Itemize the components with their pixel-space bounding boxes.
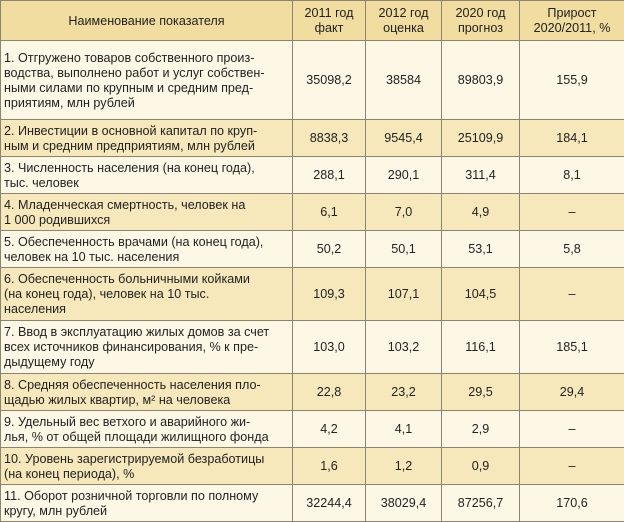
indicator-name-line: водства, выполнено работ и услуг собствен- [4, 66, 265, 80]
indicator-name [1, 448, 293, 485]
header-name [1, 1, 293, 41]
value-2011: 109,3 [293, 268, 366, 321]
value-2011: 1,6 [293, 448, 366, 485]
value-2012: 290,1 [366, 157, 442, 194]
indicator-name-line: ным и средним предприятиям, млн рублей [4, 139, 255, 153]
value-2011: 8838,3 [293, 120, 366, 157]
indicator-name-line: 1. Отгружено товаров собственного произ- [4, 51, 254, 65]
value-2012: 9545,4 [366, 120, 442, 157]
indicator-name [1, 194, 293, 231]
growth-value: 185,1 [520, 321, 624, 374]
indicator-name-line: дыдущему году [4, 355, 95, 369]
value-2020: 89803,9 [442, 41, 520, 120]
indicator-name-line: 1 000 родившихся [4, 213, 110, 227]
value-2011: 50,2 [293, 231, 366, 268]
table-row [1, 41, 624, 120]
value-2020: 25109,9 [442, 120, 520, 157]
growth-value: 170,6 [520, 485, 624, 522]
indicator-name-line: 7. Ввод в эксплуатацию жилых домов за счет [4, 325, 269, 339]
header-name-label: Наименование показателя [68, 14, 224, 28]
indicator-name [1, 41, 293, 120]
indicator-name-line: 6. Обеспеченность больничными койками [4, 272, 250, 286]
indicator-name-line: тыс. человек [4, 176, 79, 190]
indicator-name [1, 120, 293, 157]
indicator-name-line: (на конец периода), % [4, 467, 134, 481]
indicator-name-line: 11. Оборот розничной торговли по полному [4, 489, 258, 503]
indicator-name-line: населения [4, 302, 66, 316]
table-row [1, 120, 624, 157]
value-2020: 2,9 [442, 411, 520, 448]
value-2020: 116,1 [442, 321, 520, 374]
value-2011: 103,0 [293, 321, 366, 374]
growth-value: – [520, 411, 624, 448]
value-2020: 0,9 [442, 448, 520, 485]
growth-value: 155,9 [520, 41, 624, 120]
value-2020: 87256,7 [442, 485, 520, 522]
table-row [1, 231, 624, 268]
indicator-name-line: приятиям, млн рублей [4, 96, 135, 110]
header-growth: Прирост 2020/2011, % [520, 1, 624, 41]
indicator-name [1, 411, 293, 448]
value-2012: 50,1 [366, 231, 442, 268]
table-row [1, 448, 624, 485]
value-2011: 4,2 [293, 411, 366, 448]
value-2012: 107,1 [366, 268, 442, 321]
table-row [1, 411, 624, 448]
indicator-name-line: 4. Младенческая смертность, человек на [4, 198, 245, 212]
indicator-name-line: всех источников финансирования, % к пре- [4, 340, 258, 354]
value-2011: 22,8 [293, 374, 366, 411]
indicator-name-line: кругу, млн рублей [4, 504, 107, 518]
indicator-name-line: 3. Численность населения (на конец года), [4, 161, 255, 175]
table-body [1, 41, 624, 522]
growth-value: 5,8 [520, 231, 624, 268]
indicator-name-line: 2. Инвестиции в основной капитал по круп- [4, 124, 257, 138]
header-2012: 2012 год оценка [366, 1, 442, 41]
value-2011: 288,1 [293, 157, 366, 194]
growth-value: – [520, 448, 624, 485]
indicator-name-line: лья, % от общей площади жилищного фонда [4, 430, 269, 444]
indicator-name [1, 231, 293, 268]
value-2012: 7,0 [366, 194, 442, 231]
table-row [1, 157, 624, 194]
value-2011: 32244,4 [293, 485, 366, 522]
value-2012: 38029,4 [366, 485, 442, 522]
table-row [1, 268, 624, 321]
indicator-name [1, 157, 293, 194]
growth-value: 29,4 [520, 374, 624, 411]
value-2020: 311,4 [442, 157, 520, 194]
growth-value: 184,1 [520, 120, 624, 157]
indicator-name [1, 374, 293, 411]
table-row [1, 374, 624, 411]
value-2020: 29,5 [442, 374, 520, 411]
value-2012: 4,1 [366, 411, 442, 448]
value-2011: 6,1 [293, 194, 366, 231]
indicator-name-line: щадью жилых квартир, м² на человека [4, 393, 230, 407]
indicator-name [1, 485, 293, 522]
indicator-name-line: ными силами по крупным и средним пред- [4, 81, 253, 95]
table-row [1, 194, 624, 231]
growth-value: 8,1 [520, 157, 624, 194]
table-row [1, 485, 624, 522]
value-2012: 103,2 [366, 321, 442, 374]
header-2020: 2020 год прогноз [442, 1, 520, 41]
value-2012: 1,2 [366, 448, 442, 485]
table-row [1, 321, 624, 374]
indicator-name-line: 5. Обеспеченность врачами (на конец года), [4, 235, 263, 249]
header-row [1, 1, 624, 41]
growth-value: – [520, 268, 624, 321]
value-2012: 23,2 [366, 374, 442, 411]
growth-value: – [520, 194, 624, 231]
indicator-name [1, 321, 293, 374]
value-2011: 35098,2 [293, 41, 366, 120]
header-2011: 2011 год факт [293, 1, 366, 41]
value-2012: 38584 [366, 41, 442, 120]
indicator-name-line: 9. Удельный вес ветхого и аварийного жи- [4, 415, 250, 429]
indicator-name-line: 8. Средняя обеспеченность населения пло- [4, 378, 261, 392]
indicator-name-line: 10. Уровень зарегистрируемой безработицы [4, 452, 264, 466]
value-2020: 104,5 [442, 268, 520, 321]
indicator-name [1, 268, 293, 321]
indicator-name-line: (на конец года), человек на 10 тыс. [4, 287, 209, 301]
value-2020: 53,1 [442, 231, 520, 268]
value-2020: 4,9 [442, 194, 520, 231]
indicator-name-line: человек на 10 тыс. населения [4, 250, 179, 264]
